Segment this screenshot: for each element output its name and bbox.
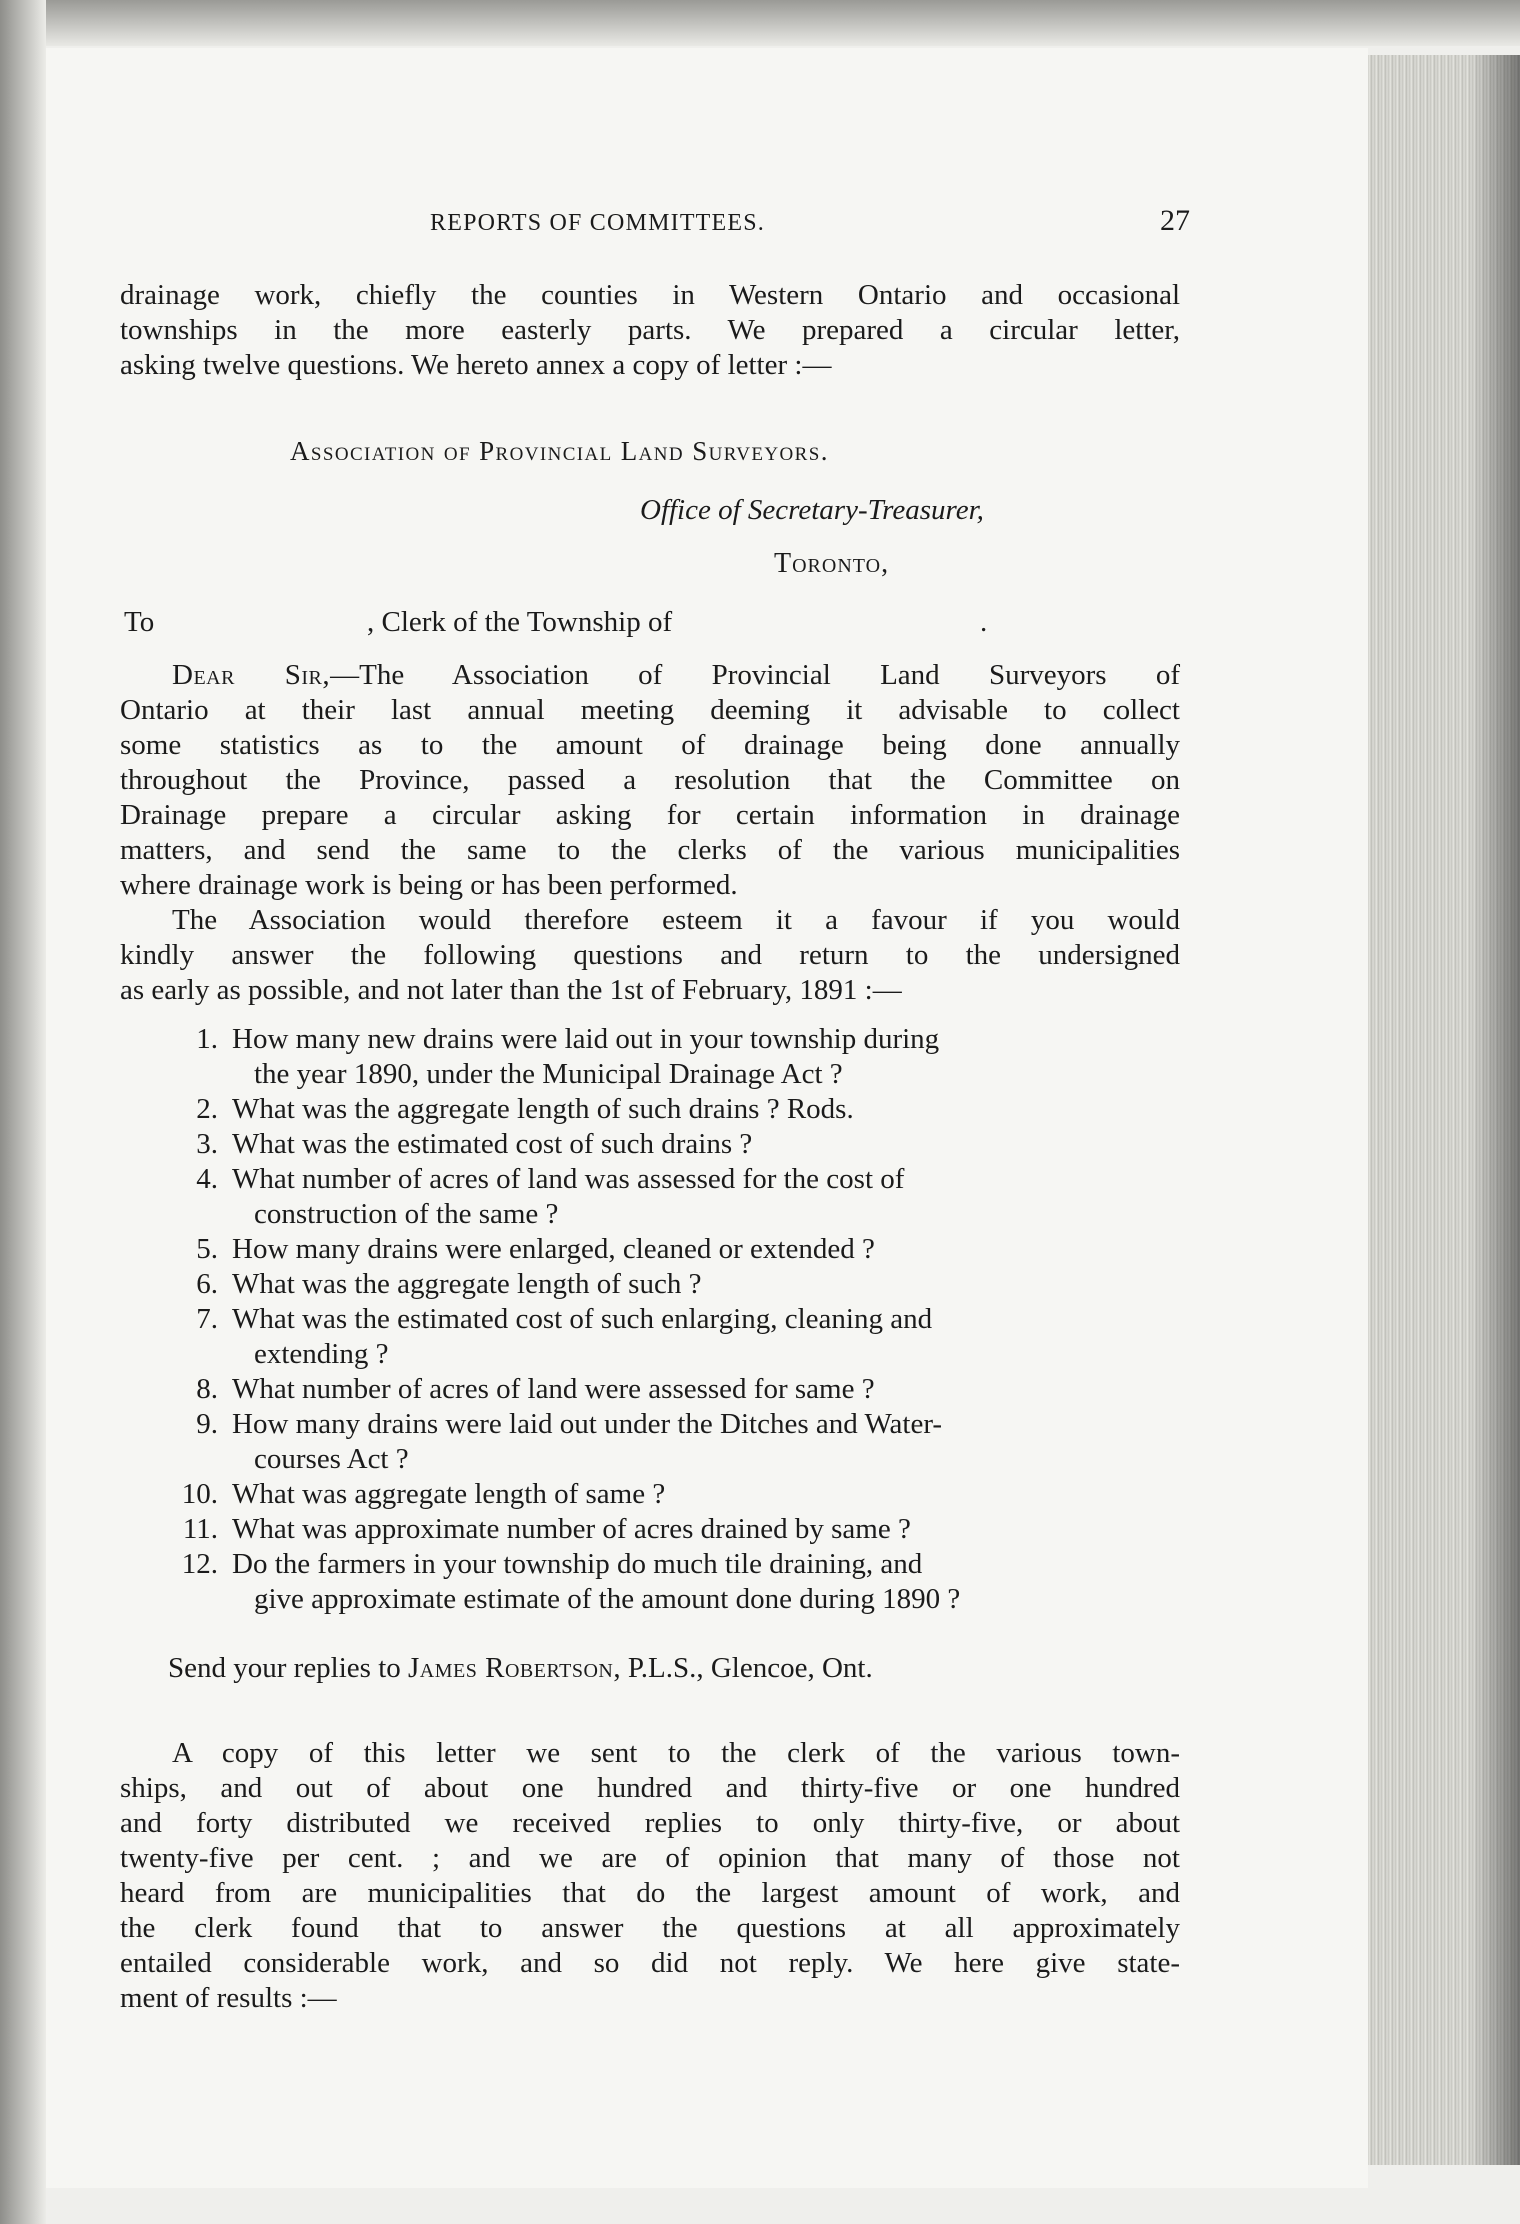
closing-line: ment of results :— <box>120 1982 337 2014</box>
addressee-period: . <box>980 606 988 638</box>
question-item <box>120 1022 1180 1092</box>
letter-line: kindly answer the following questions and return to the undersigned <box>120 939 1180 971</box>
question-text: Do the farmers in your township do much tile draining, and <box>232 1548 923 1580</box>
page-header <box>430 206 1190 246</box>
closing-line: A copy of this letter we sent to the clerk of the various town- <box>172 1737 1180 1769</box>
question-item <box>120 1302 1180 1372</box>
question-item <box>120 1547 1180 1617</box>
letter-paragraph-1 <box>120 658 1180 903</box>
send-name: James Robertson <box>408 1652 614 1684</box>
intro-line: drainage work, chiefly the counties in Western Ontario and occasional <box>120 279 1180 311</box>
letter-line: some statistics as to the amount of drainage being done annually <box>120 729 1180 761</box>
letter-line: as early as possible, and not later than the 1st of February, 1891 :— <box>120 974 902 1006</box>
running-head: REPORTS OF COMMITTEES. <box>430 210 766 236</box>
letter-paragraph-2 <box>120 903 1180 1008</box>
question-continuation: give approximate estimate of the amount done during 1890 ? <box>254 1583 961 1615</box>
question-text: What was aggregate length of same ? <box>232 1478 666 1510</box>
question-list <box>120 1022 1180 1617</box>
question-text: What was approximate number of acres drained by same ? <box>232 1513 911 1545</box>
question-number: 7. <box>196 1303 218 1335</box>
office-line: Office of Secretary-Treasurer, <box>640 494 984 526</box>
question-text: What was the estimated cost of such enlarging, cleaning and <box>232 1303 933 1335</box>
question-text: How many new drains were laid out in your township during <box>232 1023 940 1055</box>
question-text: What number of acres of land were assessed for same ? <box>232 1373 875 1405</box>
question-item <box>120 1267 1180 1302</box>
question-number: 8. <box>196 1373 218 1405</box>
closing-line: twenty-five per cent. ; and we are of opinion that many of those not <box>120 1842 1180 1874</box>
letter-line <box>120 658 1180 693</box>
question-number: 9. <box>196 1408 218 1440</box>
question-number: 1. <box>196 1023 218 1055</box>
question-item <box>120 1162 1180 1232</box>
question-number: 5. <box>196 1233 218 1265</box>
clerk-text: , Clerk of the Township of <box>367 606 673 638</box>
question-item <box>120 1372 1180 1407</box>
question-number: 11. <box>182 1513 218 1545</box>
question-continuation: extending ? <box>254 1338 389 1370</box>
question-item <box>120 1407 1180 1477</box>
intro-line: asking twelve questions. We hereto annex a copy of letter :— <box>120 349 832 381</box>
question-number: 6. <box>196 1268 218 1300</box>
letter-line: matters, and send the same to the clerks of the various municipalities <box>120 834 1180 866</box>
letter-body <box>120 658 1180 1008</box>
question-continuation: construction of the same ? <box>254 1198 559 1230</box>
letter-line-text: —The Association of Provincial Land Surveyors of <box>330 659 1180 691</box>
letter-line: where drainage work is being or has been performed. <box>120 869 738 901</box>
letter-line: The Association would therefore esteem it a favour if you would <box>172 904 1180 936</box>
scan-top-shadow <box>0 0 1520 46</box>
city-line: Toronto, <box>774 548 890 579</box>
question-number: 3. <box>196 1128 218 1160</box>
send-replies-line <box>168 1652 873 1685</box>
question-item <box>120 1477 1180 1512</box>
question-text: What was the estimated cost of such drains ? <box>232 1128 753 1160</box>
question-number: 10. <box>181 1478 218 1510</box>
question-number: 12. <box>181 1548 218 1580</box>
question-text: What number of acres of land was assessed for the cost of <box>232 1163 905 1195</box>
closing-line: heard from are municipalities that do the largest amount of work, and <box>120 1877 1180 1909</box>
question-text: What was the aggregate length of such ? <box>232 1268 702 1300</box>
letter-line: Drainage prepare a circular asking for certain information in drainage <box>120 799 1180 831</box>
closing-paragraph <box>120 1736 1180 2016</box>
question-text: How many drains were enlarged, cleaned or extended ? <box>232 1233 875 1265</box>
question-continuation: the year 1890, under the Municipal Drainage Act ? <box>254 1058 843 1090</box>
page-number: 27 <box>1160 204 1190 237</box>
letter-line: throughout the Province, passed a resolution that the Committee on <box>120 764 1180 796</box>
question-item <box>120 1092 1180 1127</box>
closing-line: entailed considerable work, and so did not reply. We here give state- <box>120 1947 1180 1979</box>
closing-line: ships, and out of about one hundred and thirty-five or one hundred <box>120 1772 1180 1804</box>
letter-line: Ontario at their last annual meeting deeming it advisable to collect <box>120 694 1180 726</box>
send-suffix: , P.L.S., Glencoe, Ont. <box>613 1652 873 1684</box>
question-text: What was the aggregate length of such drains ? Rods. <box>232 1093 854 1125</box>
closing-line: the clerk found that to answer the questions at all approximately <box>120 1912 1180 1944</box>
question-item <box>120 1232 1180 1267</box>
scan-left-shadow <box>0 0 46 2224</box>
book-page-edges <box>1368 55 1520 2165</box>
question-text: How many drains were laid out under the Ditches and Water- <box>232 1408 943 1440</box>
question-continuation: courses Act ? <box>254 1443 409 1475</box>
question-number: 2. <box>196 1093 218 1125</box>
intro-paragraph <box>120 278 1180 383</box>
send-prefix: Send your replies to <box>168 1652 409 1684</box>
intro-line: townships in the more easterly parts. We prepared a circular letter, <box>120 314 1180 346</box>
salutation: Dear Sir, <box>172 659 331 691</box>
closing-line: and forty distributed we received replies to only thirty-five, or about <box>120 1807 1180 1839</box>
to-word: To <box>124 606 155 638</box>
association-title: Association of Provincial Land Surveyors. <box>290 436 829 466</box>
addressee-line <box>124 606 1024 642</box>
question-item <box>120 1127 1180 1162</box>
question-item <box>120 1512 1180 1547</box>
question-number: 4. <box>196 1163 218 1195</box>
